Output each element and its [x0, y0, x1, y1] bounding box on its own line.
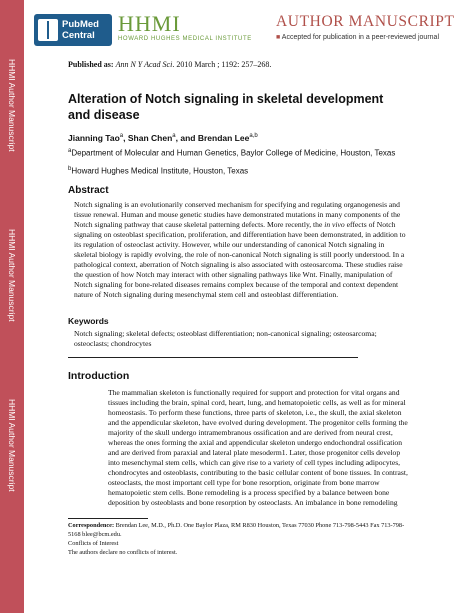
article-title: Alteration of Notch signaling in skeletal development and disease [68, 92, 384, 122]
conflicts-heading: Conflicts of Interest [68, 540, 119, 548]
introduction-text: The mammalian skeleton is functionally required for support and protection for vital organs and tissues including the brain, spinal cord, heart, lung, and hematopoietic cells, as well as for mineral homeostasis. To perform these functions, three parts of skeleton, i.e., the skull, the axial skeleton and the appendicular skeleton, have evolved during development. The progenitor cells forming the majority of the skull undergo intramembranous ossification and are derived from neural crest, whereas the ones forming the axial and appendicular skeleton undergo endochondral ossification and are derived from paraxial and lateral plate mesoderm1. Later, those progenitor cells develop into mesenchymal stem cells, which can give rise to a variety of cell types including adipocytes, chondrocytes and osteoblasts, contributing to the basic cellular content of bone tissues. In contrast, osteoclasts, the most important cell type for bone resorption, originate from bone marrow hematopoietic stem cells. Bone remodeling is a process specified by a balance between bone deposition by osteoblasts and bone resorption by osteoclasts. An imbalance in bone remodeling [108, 388, 408, 508]
square-bullet-icon: ■ [276, 34, 281, 41]
author-name: Shan Chen [127, 133, 173, 143]
author-name: Jianning Tao [68, 133, 120, 143]
sidebar-label-2: HHMI Author Manuscript [7, 228, 17, 322]
pmc-line2: Central [62, 30, 95, 41]
hhmi-sidebar [0, 0, 24, 613]
pubmed-central-logo[interactable] [34, 14, 112, 46]
hhmi-logo [118, 12, 268, 42]
author-manuscript-banner [276, 12, 466, 41]
book-icon [38, 19, 58, 41]
author-sup: a [172, 133, 176, 140]
hhmi-name: HHMI [118, 11, 181, 36]
citation-journal: Ann N Y Acad Sci [115, 60, 173, 69]
citation-line [68, 60, 408, 69]
citation-label: Published as: [68, 60, 114, 69]
affiliation: $^b$Howard Hughes Medical Institute, Houston, Texas [68, 165, 249, 176]
sidebar-label-1: HHMI Author Manuscript [7, 58, 17, 152]
abstract-heading: Abstract [68, 185, 109, 197]
section-divider [68, 357, 358, 358]
author-sup: a,b [249, 133, 258, 140]
author-manuscript-title: AUTHOR MANUSCRIPT [276, 13, 455, 30]
pmc-line1: PubMed [62, 19, 99, 30]
footnote-divider [68, 518, 148, 519]
affiliation: $^a$Department of Molecular and Human Genetics, Baylor College of Medicine, Houston, Texas [68, 148, 396, 158]
article-body [68, 56, 408, 557]
correspondence-footnote: Correspondence: Brendan Lee, M.D., Ph.D. One Baylor Plaza, RM R830 Houston, Texas 77030 Phone 713-798-5443 Fax 713-798-5168 blee@bcm.edu. [68, 522, 405, 538]
hhmi-subtitle: HOWARD HUGHES MEDICAL INSTITUTE [118, 36, 252, 42]
abstract-text: Notch signaling is an evolutionarily conserved mechanism for specifying and regulating organogenesis and tissue renewal. Human and mouse genetic studies have demonstrated mutations in many components of the Notch signaling pathway that cause skeletal patterning defects. More recently, the in vivo effects of Notch signaling on osteoblast specification, proliferation, and differentiation have been demonstrated, in addition to its regulation of osteoclast activity. However, while our understanding of canonical Notch signaling in skeletal biology is rapidly evolving, the role of non-canonical Notch signaling is still poorly understood. In a pathological context, aberration of Notch signaling is also associated with osteosarcoma. These studies raise the question of how Notch may interact with other signaling pathways like Wnt. Finally, manipulation of Notch signaling for bone-related diseases remains complex because of the temporal and context dependent nature of Notch signaling during mesenchymal stem cell and osteoblast differentiation. [74, 200, 406, 300]
conflicts-text: The authors declare no conflicts of interest. [68, 548, 178, 556]
keywords-text: Notch signaling; skeletal defects; osteoblast differentiation; non-canonical signaling; osteosarcoma; osteoclasts; chondrocytes [74, 329, 377, 349]
author-manuscript-subtitle: Accepted for publication in a peer-reviewed journal [281, 34, 439, 41]
sidebar-label-3: HHMI Author Manuscript [7, 398, 17, 492]
author-sup: a [119, 133, 124, 140]
author-list: Jianning Tao$^a$, Shan Chen$^a$, and Brendan Lee$^{a,b}$ [68, 133, 258, 143]
author-name: Brendan Lee [197, 133, 250, 143]
keywords-heading: Keywords [68, 316, 109, 327]
citation-details: . 2010 March ; 1192: 257–268. [172, 60, 272, 69]
introduction-heading: Introduction [68, 370, 130, 383]
page-header [34, 10, 464, 52]
